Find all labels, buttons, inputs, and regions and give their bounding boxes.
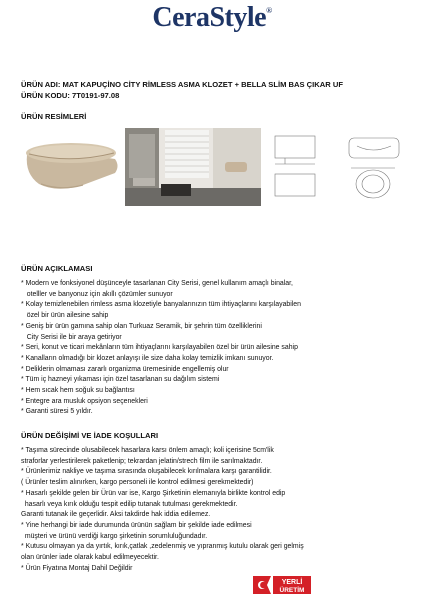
condition-line: olan ürünler iade olarak kabul edilmeyecektir.: [21, 554, 159, 562]
description-list: [21, 279, 416, 418]
product-code: ÜRÜN KODU: 7T0191-97.08: [21, 91, 120, 100]
description-line: * Modern ve fonksiyonel düşünceyle tasarlanan City Serisi, genel kullanım amaçlı binalar,: [21, 280, 293, 287]
condition-line: hasarlı veya kırık olduğu tespit edilip tutanak tutulması gerekmektedir.: [21, 500, 238, 508]
badge-line1: YERLİ: [281, 579, 303, 586]
description-line: * Tüm iç hazneyi yıkaması için özel tasarlanan su dağılım sistemi: [21, 376, 220, 384]
product-photo-toilet: [21, 128, 121, 206]
description-line: City Serisi ile bir araya getiriyor: [21, 333, 122, 341]
product-images: [21, 128, 411, 206]
exchange-section-title: ÜRÜN DEĞİŞİMİ VE İADE KOŞULLARI: [21, 431, 159, 440]
domestic-production-badge: [251, 574, 313, 596]
condition-line: Garanti tutanak ile geçerlidir. Aksi takdirde hak iddia edilemez.: [21, 511, 211, 519]
description-line: * Geniş bir ürün gamına sahip olan Turkuaz Seramik, bir şehrin tüm özelliklerini: [21, 322, 262, 330]
condition-line: * Ürün Fiyatına Montaj Dahil Değildir: [21, 564, 133, 572]
description-line: * Garanti süresi 5 yıldır.: [21, 408, 93, 416]
technical-drawings: [265, 128, 411, 206]
condition-line: strafor​lar yerlestirilerek paketlenip; tekrardan jelatin/strech film ile sarılmaktadır.: [21, 457, 263, 465]
condition-line: * Taşıma sürecinde olusabilecek hasarlara karsı önlem amaçlı; koli içerisine 5cm'lik: [21, 447, 274, 454]
condition-line: müşteri ve ürünü verdiği kargo şirketinin sorumluluğundadır.: [21, 532, 208, 540]
description-section-title: ÜRÜN AÇIKLAMASI: [21, 264, 93, 273]
description-line: otelller ve banyonuz için akıllı çözümler sunuyor: [21, 290, 173, 298]
product-name: ÜRÜN ADI: MAT KAPUÇİNO CİTY RİMLESS ASMA KLOZET + BELLA SLİM BAS ÇIKAR UF: [21, 80, 343, 89]
description-line: özel bir ürün ailesine sahip: [21, 312, 109, 320]
condition-line: * Kutusu olmayan ya da yırtık, kırık,çatlak ,zedelenmiş ve yıpranmış kutulu olarak geri gelmiş: [21, 543, 304, 551]
condition-line: * Ürünlerimiz nakliye ve taşıma sırasında oluşabilecek kırılmalara karşı garantilidir.: [21, 468, 272, 476]
description-line: * Entegre ara musluk opsiyon seçenekleri: [21, 397, 148, 405]
badge-line2: ÜRETİM: [279, 587, 305, 594]
description-line: * Deliklerin olmaması zararlı organizma üremesinide engellemiş olur: [21, 365, 229, 373]
condition-line: ( Ürünler teslim alınırken, kargo personeli ile kontrol edilmesi gerekmektedir): [21, 479, 254, 487]
description-line: * Seri, konut ve ticari mekânların tüm ihtiyaçlarını karşılayabilen özel bir ürün ailesine sahip: [21, 344, 298, 352]
exchange-conditions-list: [21, 446, 416, 574]
description-line: * Hem sıcak hem soğuk su bağlantısı: [21, 387, 135, 395]
trademark-symbol: ®: [266, 6, 272, 15]
condition-line: * Hasarlı şekilde gelen bir Ürün var ise, Kargo Şirketinin elemanıyla birlikte kontrol edip: [21, 489, 286, 497]
condition-line: * Yine herhangi bir iade durumunda ürünün sağlam bir şekilde iade edilmesi: [21, 521, 252, 529]
description-line: * Kanalların olmadığı bir klozet anlayışı ile size daha kolay temizlik imkanı sunuyor.: [21, 354, 274, 362]
description-line: * Kolay temizlenebilen rimless asma klozetiyle banyalarınızın tüm ihtiyaçlarını karşılayabilen: [21, 301, 301, 309]
brand-name: CeraStyle: [152, 2, 267, 33]
images-section-title: ÜRÜN RESİMLERİ: [21, 112, 87, 121]
bathroom-scene-photo: [125, 128, 261, 206]
brand-logo: [0, 2, 424, 34]
